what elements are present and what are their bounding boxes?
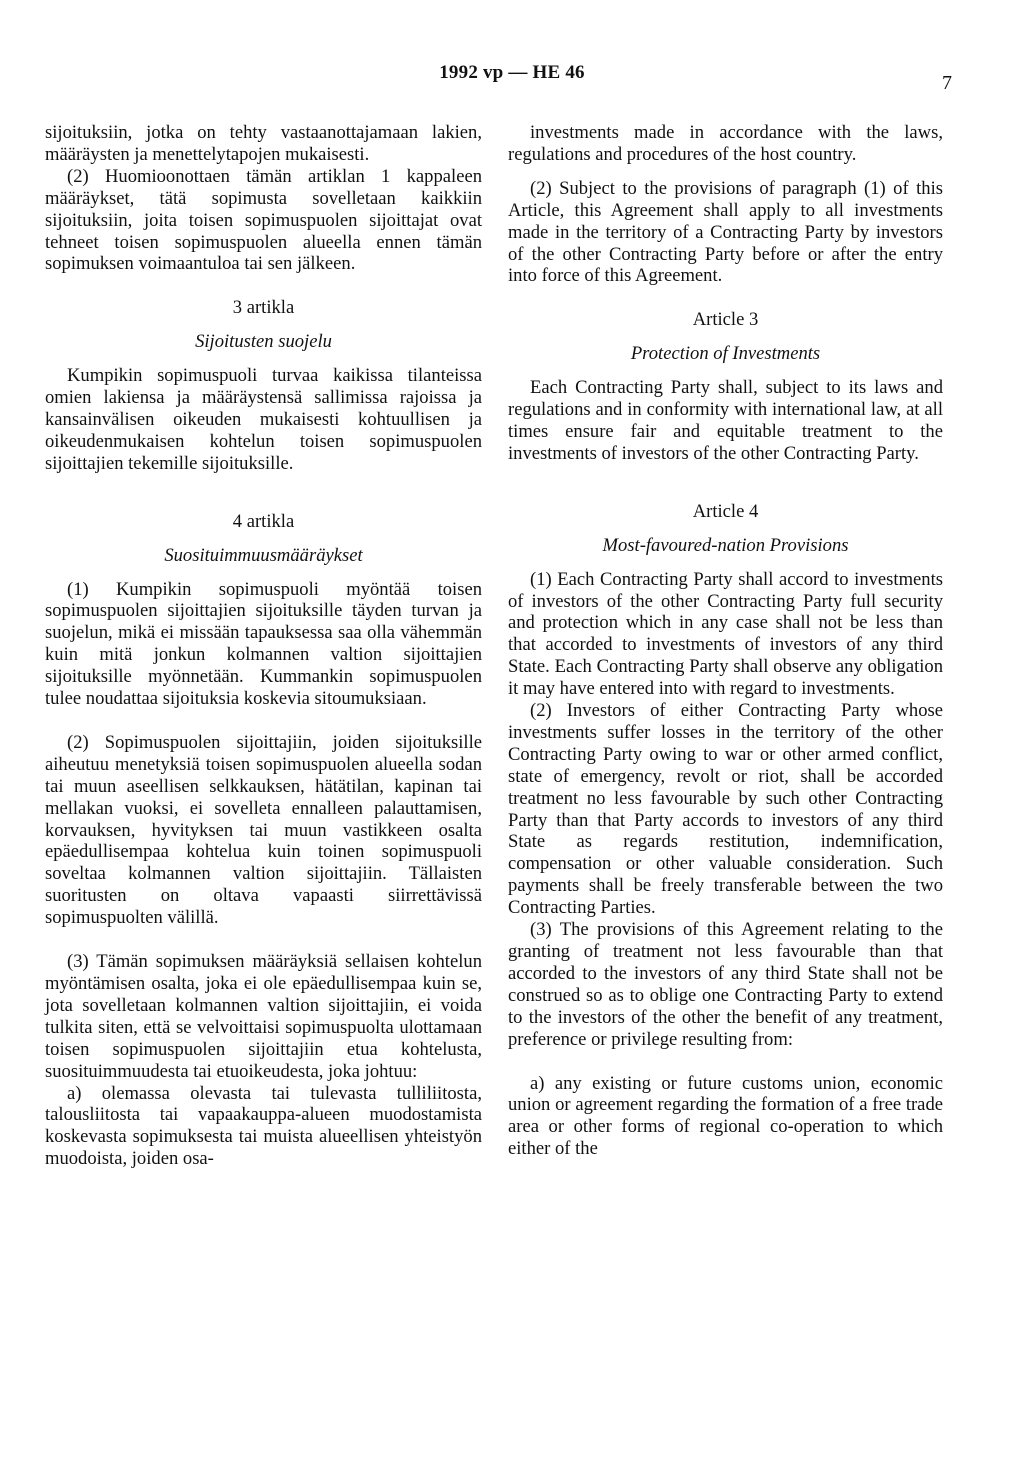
article4-paragraph-3a: a) any existing or future customs union, economic union or agreement regarding the formation of a free trade area or other forms of regional co-operation to which either of the xyxy=(508,1072,943,1160)
paragraph-article2-2: (2) Huomioonottaen tämän artiklan 1 kappaleen määräykset, tätä sopimusta sovelletaan kaikkiin sijoituksiin, joita toisen sopimuspuolen sijoittajat ovat tehneet toisen sopimuspuolen alueella ennen tämän sopimuksen voimaantuloa tai sen jälkeen. xyxy=(45,165,482,275)
article4-title: Suosituimmuusmääräykset xyxy=(164,544,363,566)
article4-paragraph-1: (1) Kumpikin sopimuspuoli myöntää toisen sopimuspuolen sijoittajien sijoituksille täyden turvan ja suojelun, mikä ei missään tapauksessa saa olla vähemmän kuin mitä jonkun kolmannen valtion sijoittajien sijoituksille myönnetään. Kummankin sopimuspuolen tulee noudattaa sijoituksia koskevia sitoumuksiaan. xyxy=(45,578,482,710)
article3-paragraph: Kumpikin sopimuspuoli turvaa kaikissa tilanteissa omien lakiensa ja määräystensä sallimissa rajoissa ja kansainvälisen oikeuden mukaisesti kohtuullisen ja oikeudenmukaisen kohtelun toisen sopimuspuolen sijoittajien tekemille sijoituksille. xyxy=(45,365,482,474)
english-column xyxy=(508,122,943,1160)
article4-heading: Article 4 xyxy=(692,500,759,522)
paragraph-article2-2: (2) Subject to the provisions of paragraph (1) of this Article, this Agreement shall apply to all investments made in the territory of a Contracting Party by investors of the other Contracting Party before or after the entry into force of this Agreement. xyxy=(508,177,943,287)
paragraph-continuation: investments made in accordance with the laws, regulations and procedures of the host country. xyxy=(508,122,943,165)
article4-paragraph-2: (2) Sopimuspuolen sijoittajiin, joiden sijoituksille aiheutuu menetyksiä toisen sopimuspuolen alueella sodan tai muun aseellisen selkkauksen, hätätilan, kapinan tai mellakan vuoksi, ei sovelleta ennalleen palauttamisen, korvauksen, hyvityksen tai muun vastikkeen osalta epäedullisempaa kohtelua kuin toinen sopimuspuoli soveltaa kolmannen valtion sijoittajiin. Tällaisten suoritusten on oltava vapaasti siirrettävissä sopimuspuolten välillä. xyxy=(45,731,482,929)
running-head: 1992 vp — HE 46 xyxy=(439,62,585,83)
article4-paragraph-3: (3) Tämän sopimuksen määräyksiä sellaisen kohtelun myöntämisen osalta, joka ei ole epäedullisempaa kuin se, jota sovelletaan kolmannen valtion sijoittajiin, ei voida tulkita siten, että se velvoittaisi sopimuspuolta ulottamaan toisen sopimuspuolen sijoittajiin etua kohtelusta, suosituimmuudesta tai etuoikeudesta, joka johtuu: xyxy=(45,951,482,1082)
article4-title: Most-favoured-nation Provisions xyxy=(602,534,849,556)
article4-paragraph-3a: a) olemassa olevasta tai tulevasta tulliliitosta, talousliitosta tai vapaakauppa-alueen muodostamista koskevasta sopimuksesta tai muista alueellisen yhteistyön muodoista, joiden osa- xyxy=(45,1082,482,1170)
article4-heading: 4 artikla xyxy=(232,510,295,532)
article4-paragraph-2: (2) Investors of either Contracting Party whose investments suffer losses in the territory of the other Contracting Party owing to war or other armed conflict, state of emergency, revolt or riot, shall be accorded treatment no less favourable by such other Contracting Party than that Party accords to investors of any third State as regards restitution, indemnification, compensation or other valuable consideration. Such payments shall be freely transferable between the two Contracting Parties. xyxy=(508,700,943,919)
paragraph-continuation: sijoituksiin, jotka on tehty vastaanottajamaan lakien, määräysten ja menettelytapojen mukaisesti. xyxy=(45,122,482,165)
article3-heading: 3 artikla xyxy=(232,297,295,319)
article3-title: Protection of Investments xyxy=(630,343,821,365)
page-number: 7 xyxy=(942,72,952,94)
article4-paragraph-1: (1) Each Contracting Party shall accord to investments of investors of the other Contracting Party full security and protection which in any case shall not be less than that accorded to investments of investors of any third State. Each Contracting Party shall observe any obligation it may have entered into with regard to investments. xyxy=(508,568,943,700)
article3-heading: Article 3 xyxy=(692,309,759,331)
page-header xyxy=(0,62,1024,92)
article3-paragraph: Each Contracting Party shall, subject to its laws and regulations and in conformity with international law, at all times ensure fair and equitable treatment to the investments of investors of the other Contracting Party. xyxy=(508,377,943,464)
article3-title: Sijoitusten suojelu xyxy=(195,331,332,353)
finnish-column xyxy=(45,122,482,1170)
article4-paragraph-3: (3) The provisions of this Agreement relating to the granting of treatment not less favourable than that accorded to the investors of any third State shall not be construed so as to oblige one Contracting Party to extend to the investors of the other the benefit of any treatment, preference or privilege resulting from: xyxy=(508,919,943,1050)
